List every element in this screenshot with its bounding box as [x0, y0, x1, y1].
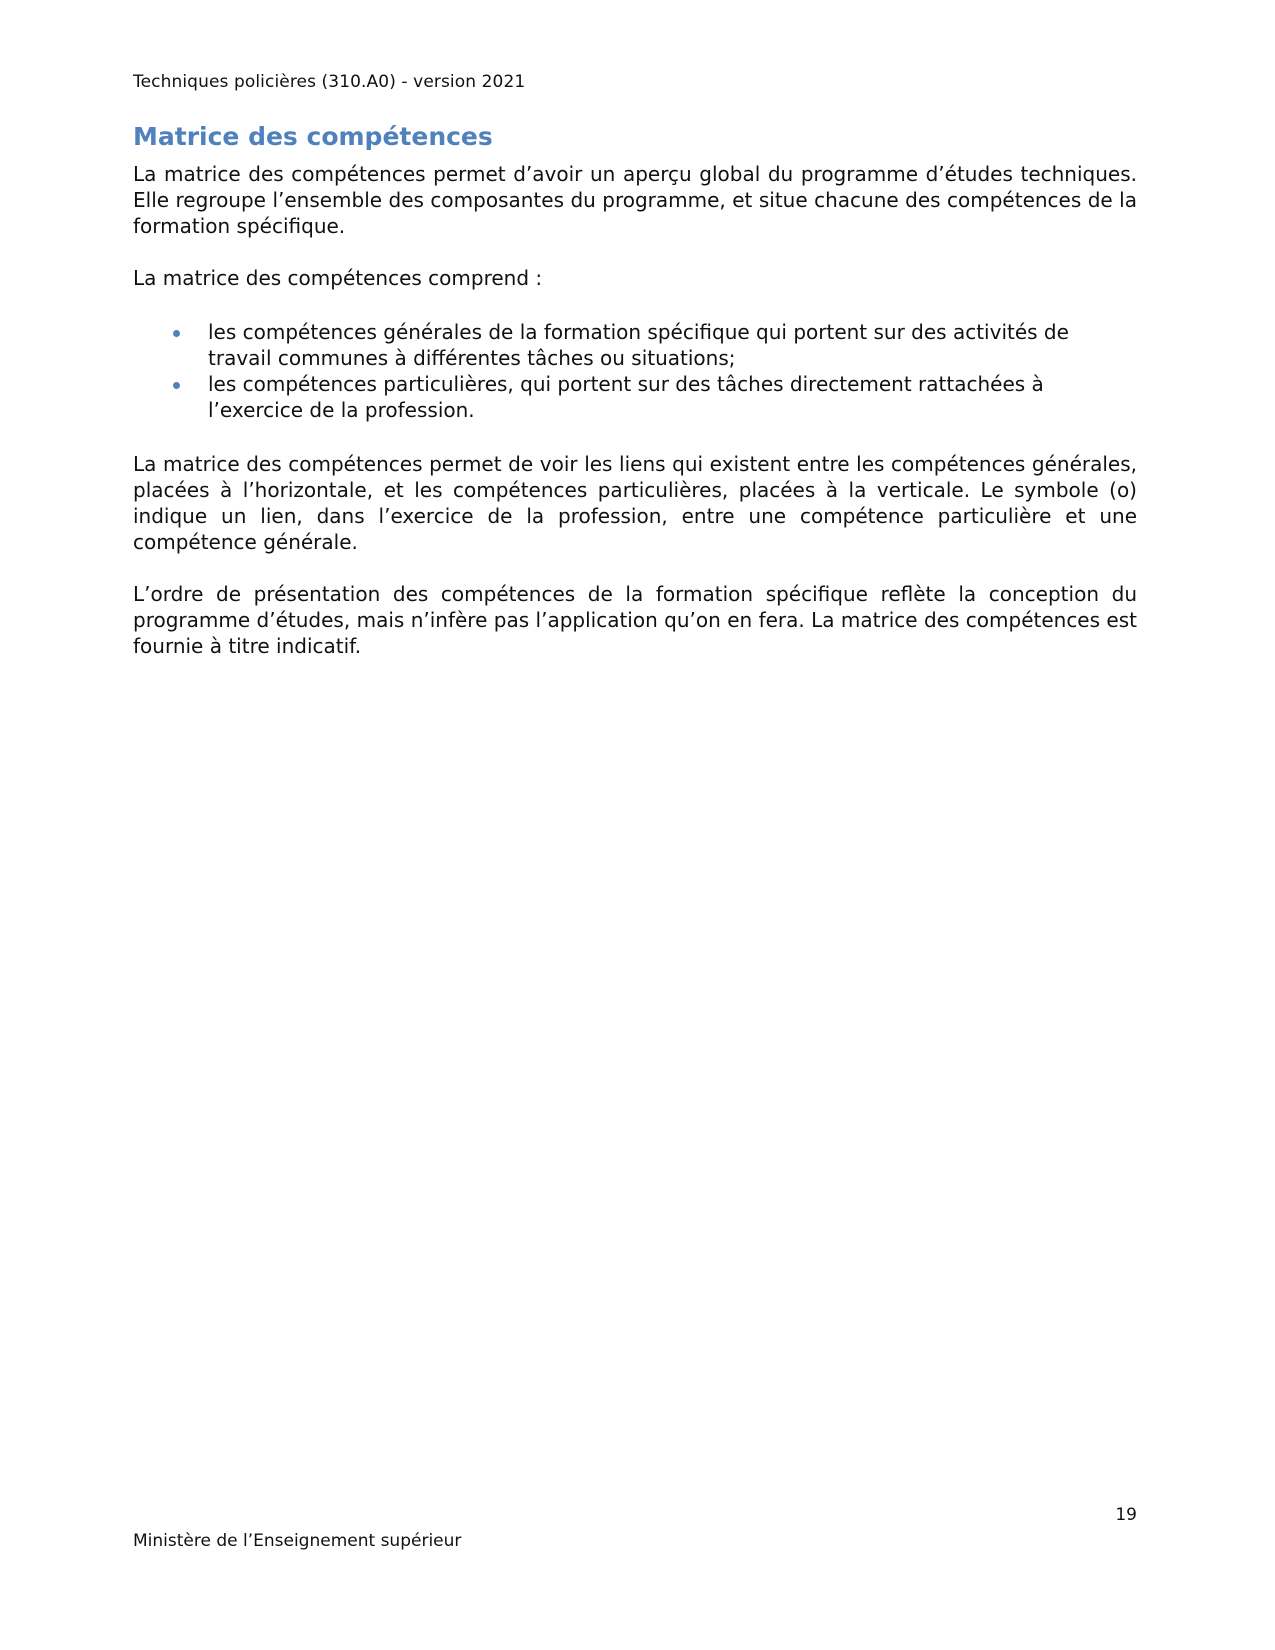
comprend-paragraph: La matrice des compétences comprend :	[133, 266, 543, 290]
running-footer: Ministère de l’Enseignement supérieur	[133, 1531, 462, 1551]
competence-list	[133, 319, 1137, 423]
section-title: Matrice des compétences	[133, 122, 493, 151]
intro-paragraph: La matrice des compétences permet d’avoir un aperçu global du programme d’études techniques. Elle regroupe l’ensemble des composantes du programme, et situe chacune des compétences de la formation spécifique.	[133, 162, 1137, 238]
running-header: Techniques policières (310.A0) - version 2021	[133, 72, 526, 92]
bullet-icon	[173, 382, 180, 389]
main-content	[133, 120, 1137, 659]
ordre-paragraph: L’ordre de présentation des compétences de la formation spécifique reflète la conception du programme d’études, mais n’infère pas l’application qu’on en fera. La matrice des compétences est fournie à titre indicatif.	[133, 582, 1137, 658]
liens-paragraph: La matrice des compétences permet de voir les liens qui existent entre les compétences générales, placées à l’horizontale, et les compétences particulières, placées à la verticale. Le symbole (o) indique un lien, dans l’exercice de la profession, entre une compétence particulière et une compétence générale.	[133, 452, 1137, 554]
page-number: 19	[1115, 1505, 1137, 1525]
list-item-text: les compétences particulières, qui portent sur des tâches directement rattachées à l’exercice de la profession.	[208, 372, 1044, 422]
list-item	[133, 371, 1137, 423]
bullet-icon	[173, 330, 180, 337]
list-item-text: les compétences générales de la formation spécifique qui portent sur des activités de travail communes à différentes tâches ou situations;	[208, 320, 1069, 370]
list-item	[133, 319, 1137, 371]
